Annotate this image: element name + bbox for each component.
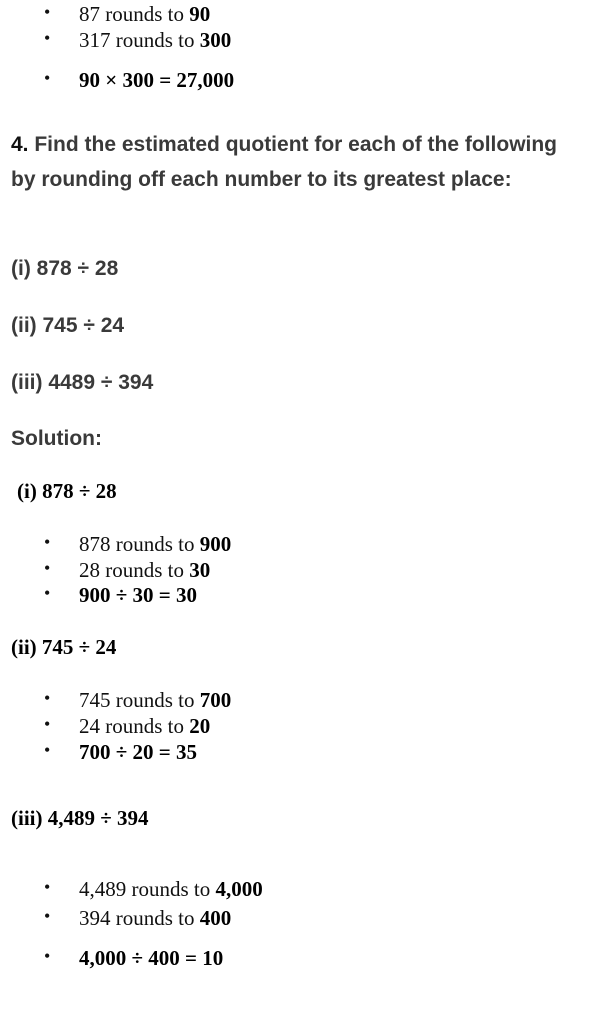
question-number: 4. bbox=[11, 133, 29, 156]
bullet-icon: • bbox=[44, 558, 51, 578]
bullet-icon: • bbox=[44, 906, 51, 926]
bullet-icon: • bbox=[44, 740, 51, 760]
sub-question: (i) 878 ÷ 28 bbox=[11, 257, 119, 280]
list-item: 317 rounds to 300 bbox=[79, 28, 232, 52]
list-item: 4,000 ÷ 400 = 10 bbox=[79, 946, 224, 970]
list-item: 87 rounds to 90 bbox=[79, 2, 211, 26]
solution-part-heading: (ii) 745 ÷ 24 bbox=[11, 635, 117, 659]
solution-part-heading: (iii) 4,489 ÷ 394 bbox=[11, 806, 149, 830]
list-item: 900 ÷ 30 = 30 bbox=[79, 583, 197, 607]
bullet-icon: • bbox=[44, 688, 51, 708]
sub-question: (ii) 745 ÷ 24 bbox=[11, 314, 125, 337]
question-text: Find the estimated quotient for each of the following by rounding off each number to its greatest place: bbox=[11, 133, 558, 191]
bullet-icon: • bbox=[44, 532, 51, 552]
bullet-icon: • bbox=[44, 68, 51, 88]
list-item: 24 rounds to 20 bbox=[79, 714, 211, 738]
list-item: 394 rounds to 400 bbox=[79, 906, 232, 930]
list-item: 745 rounds to 700 bbox=[79, 688, 232, 712]
solution-part-heading: (i) 878 ÷ 28 bbox=[17, 479, 117, 503]
bullet-icon: • bbox=[44, 877, 51, 897]
bullet-icon: • bbox=[44, 28, 51, 48]
sub-question: (iii) 4489 ÷ 394 bbox=[11, 371, 154, 394]
list-item: 4,489 rounds to 4,000 bbox=[79, 877, 263, 901]
bullet-icon: • bbox=[44, 714, 51, 734]
question-heading bbox=[11, 128, 571, 197]
bullet-icon: • bbox=[44, 2, 51, 22]
bullet-icon: • bbox=[44, 946, 51, 966]
solution-label: Solution: bbox=[11, 427, 102, 450]
bullet-icon: • bbox=[44, 583, 51, 603]
list-item: 700 ÷ 20 = 35 bbox=[79, 740, 197, 764]
list-item: 28 rounds to 30 bbox=[79, 558, 211, 582]
list-item: 878 rounds to 900 bbox=[79, 532, 232, 556]
list-item: 90 × 300 = 27,000 bbox=[79, 68, 235, 92]
